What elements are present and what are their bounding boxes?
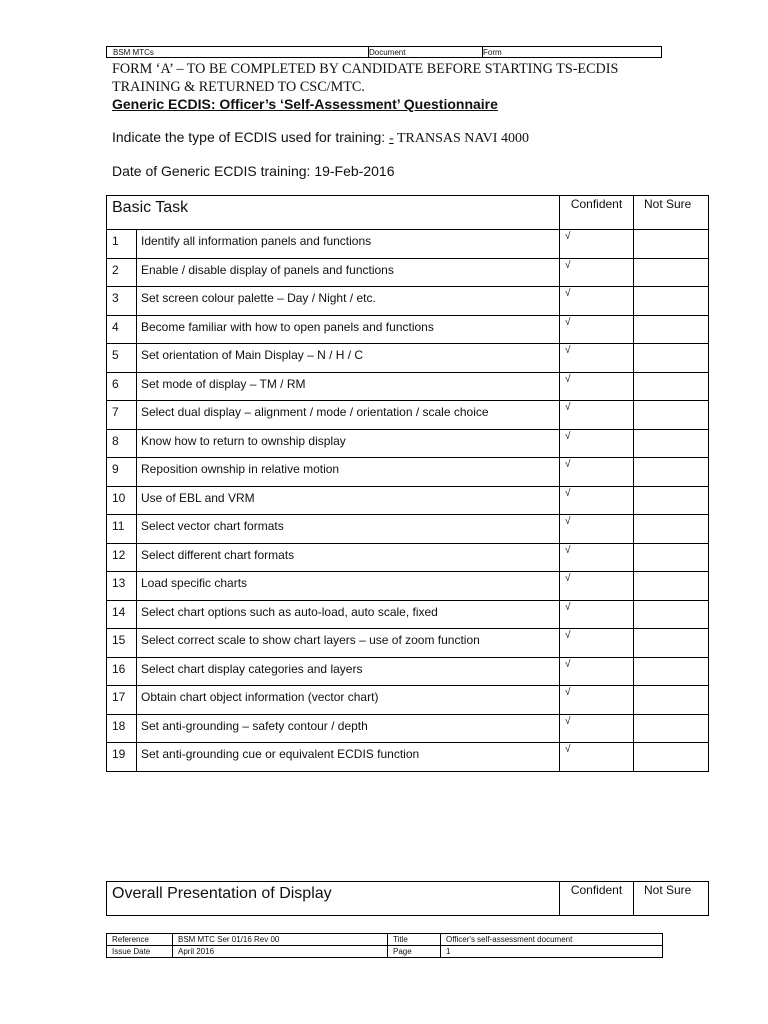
task-description: Set screen colour palette – Day / Night / etc. bbox=[137, 287, 560, 316]
overall-presentation-table bbox=[106, 881, 709, 916]
task-number: 19 bbox=[107, 743, 137, 772]
task-confident-mark: √ bbox=[560, 401, 634, 430]
basic-task-heading: Basic Task bbox=[107, 196, 560, 230]
task-confident-mark: √ bbox=[560, 657, 634, 686]
task-row bbox=[107, 258, 709, 287]
header-document-label: Document bbox=[363, 47, 483, 57]
footer-title-label: Title bbox=[388, 934, 441, 946]
ecdis-type-value: TRANSAS NAVI 4000 bbox=[393, 131, 529, 146]
task-not-sure-mark bbox=[634, 344, 709, 373]
task-not-sure-mark bbox=[634, 600, 709, 629]
questionnaire-subtitle: Generic ECDIS: Officer’s ‘Self-Assessment’ Questionnaire bbox=[112, 96, 498, 112]
header-org: BSM MTCs bbox=[107, 47, 369, 57]
task-confident-mark: √ bbox=[560, 686, 634, 715]
footer-reference-value: BSM MTC Ser 01/16 Rev 00 bbox=[173, 934, 388, 946]
task-not-sure-mark bbox=[634, 486, 709, 515]
task-confident-mark: √ bbox=[560, 543, 634, 572]
overall-not-sure-header: Not Sure bbox=[634, 882, 709, 916]
ecdis-type-label: Indicate the type of ECDIS used for training: bbox=[112, 129, 390, 145]
footer-row-2 bbox=[107, 946, 663, 958]
task-number: 18 bbox=[107, 714, 137, 743]
task-confident-mark: √ bbox=[560, 344, 634, 373]
task-row bbox=[107, 315, 709, 344]
task-confident-mark: √ bbox=[560, 458, 634, 487]
ecdis-type-dash: - bbox=[389, 131, 394, 146]
task-description: Set mode of display – TM / RM bbox=[137, 372, 560, 401]
task-description: Know how to return to ownship display bbox=[137, 429, 560, 458]
task-not-sure-mark bbox=[634, 230, 709, 259]
task-confident-mark: √ bbox=[560, 629, 634, 658]
task-row bbox=[107, 230, 709, 259]
task-row bbox=[107, 686, 709, 715]
task-not-sure-mark bbox=[634, 315, 709, 344]
task-not-sure-mark bbox=[634, 372, 709, 401]
task-not-sure-mark bbox=[634, 458, 709, 487]
training-date-value: 19-Feb-2016 bbox=[314, 163, 395, 179]
task-number: 12 bbox=[107, 543, 137, 572]
task-confident-mark: √ bbox=[560, 372, 634, 401]
footer-issue-value: April 2016 bbox=[173, 946, 388, 958]
task-not-sure-mark bbox=[634, 515, 709, 544]
task-confident-mark: √ bbox=[560, 287, 634, 316]
task-row bbox=[107, 372, 709, 401]
task-row bbox=[107, 429, 709, 458]
task-not-sure-mark bbox=[634, 629, 709, 658]
task-confident-mark: √ bbox=[560, 315, 634, 344]
task-confident-mark: √ bbox=[560, 429, 634, 458]
task-confident-mark: √ bbox=[560, 714, 634, 743]
task-number: 9 bbox=[107, 458, 137, 487]
task-row bbox=[107, 486, 709, 515]
task-not-sure-mark bbox=[634, 714, 709, 743]
document-footer bbox=[106, 933, 663, 958]
task-number: 4 bbox=[107, 315, 137, 344]
task-not-sure-mark bbox=[634, 287, 709, 316]
task-not-sure-mark bbox=[634, 401, 709, 430]
footer-issue-label: Issue Date bbox=[107, 946, 173, 958]
task-row bbox=[107, 287, 709, 316]
task-description: Select correct scale to show chart layers – use of zoom function bbox=[137, 629, 560, 658]
footer-page-value: 1 bbox=[441, 946, 663, 958]
task-description: Select chart options such as auto-load, auto scale, fixed bbox=[137, 600, 560, 629]
task-not-sure-mark bbox=[634, 258, 709, 287]
task-not-sure-mark bbox=[634, 429, 709, 458]
task-number: 5 bbox=[107, 344, 137, 373]
task-description: Set anti-grounding – safety contour / depth bbox=[137, 714, 560, 743]
overall-confident-header: Confident bbox=[560, 882, 634, 916]
task-number: 3 bbox=[107, 287, 137, 316]
task-description: Set orientation of Main Display – N / H / C bbox=[137, 344, 560, 373]
task-number: 6 bbox=[107, 372, 137, 401]
task-confident-mark: √ bbox=[560, 515, 634, 544]
training-date-label: Date of Generic ECDIS training: bbox=[112, 163, 315, 179]
task-number: 17 bbox=[107, 686, 137, 715]
overall-heading: Overall Presentation of Display bbox=[107, 882, 560, 916]
task-row bbox=[107, 629, 709, 658]
task-row bbox=[107, 657, 709, 686]
task-description: Enable / disable display of panels and functions bbox=[137, 258, 560, 287]
task-number: 7 bbox=[107, 401, 137, 430]
task-number: 13 bbox=[107, 572, 137, 601]
basic-task-table bbox=[106, 195, 709, 772]
task-number: 1 bbox=[107, 230, 137, 259]
task-description: Identify all information panels and functions bbox=[137, 230, 560, 259]
task-not-sure-mark bbox=[634, 657, 709, 686]
training-date-line bbox=[112, 163, 394, 179]
task-row bbox=[107, 714, 709, 743]
task-row bbox=[107, 600, 709, 629]
task-confident-mark: √ bbox=[560, 743, 634, 772]
task-description: Become familiar with how to open panels and functions bbox=[137, 315, 560, 344]
basic-task-header-row bbox=[107, 196, 709, 230]
footer-row-1 bbox=[107, 934, 663, 946]
task-confident-mark: √ bbox=[560, 600, 634, 629]
task-row bbox=[107, 401, 709, 430]
task-number: 14 bbox=[107, 600, 137, 629]
task-description: Select different chart formats bbox=[137, 543, 560, 572]
overall-header-row bbox=[107, 882, 709, 916]
task-not-sure-mark bbox=[634, 686, 709, 715]
task-number: 2 bbox=[107, 258, 137, 287]
form-title: FORM ‘A’ – TO BE COMPLETED BY CANDIDATE BEFORE STARTING TS-ECDIS TRAINING & RETURNED TO CSC/MTC. bbox=[112, 61, 619, 95]
task-row bbox=[107, 515, 709, 544]
task-confident-mark: √ bbox=[560, 230, 634, 259]
document-header bbox=[106, 46, 662, 58]
not-sure-column-header: Not Sure bbox=[634, 196, 709, 230]
task-number: 8 bbox=[107, 429, 137, 458]
task-description: Obtain chart object information (vector chart) bbox=[137, 686, 560, 715]
task-confident-mark: √ bbox=[560, 258, 634, 287]
task-confident-mark: √ bbox=[560, 486, 634, 515]
task-row bbox=[107, 543, 709, 572]
footer-page-label: Page bbox=[388, 946, 441, 958]
task-row bbox=[107, 458, 709, 487]
footer-title-value: Officer's self-assessment document bbox=[441, 934, 663, 946]
task-description: Select chart display categories and layers bbox=[137, 657, 560, 686]
task-number: 10 bbox=[107, 486, 137, 515]
task-not-sure-mark bbox=[634, 743, 709, 772]
task-row bbox=[107, 743, 709, 772]
task-row bbox=[107, 572, 709, 601]
task-description: Set anti-grounding cue or equivalent ECDIS function bbox=[137, 743, 560, 772]
ecdis-type-line bbox=[112, 129, 529, 147]
task-description: Reposition ownship in relative motion bbox=[137, 458, 560, 487]
task-number: 11 bbox=[107, 515, 137, 544]
task-description: Select dual display – alignment / mode / orientation / scale choice bbox=[137, 401, 560, 430]
task-confident-mark: √ bbox=[560, 572, 634, 601]
confident-column-header: Confident bbox=[560, 196, 634, 230]
task-row bbox=[107, 344, 709, 373]
footer-reference-label: Reference bbox=[107, 934, 173, 946]
task-not-sure-mark bbox=[634, 572, 709, 601]
task-description: Load specific charts bbox=[137, 572, 560, 601]
task-number: 16 bbox=[107, 657, 137, 686]
task-description: Use of EBL and VRM bbox=[137, 486, 560, 515]
task-number: 15 bbox=[107, 629, 137, 658]
task-not-sure-mark bbox=[634, 543, 709, 572]
header-form-label: Form bbox=[483, 48, 502, 57]
task-description: Select vector chart formats bbox=[137, 515, 560, 544]
